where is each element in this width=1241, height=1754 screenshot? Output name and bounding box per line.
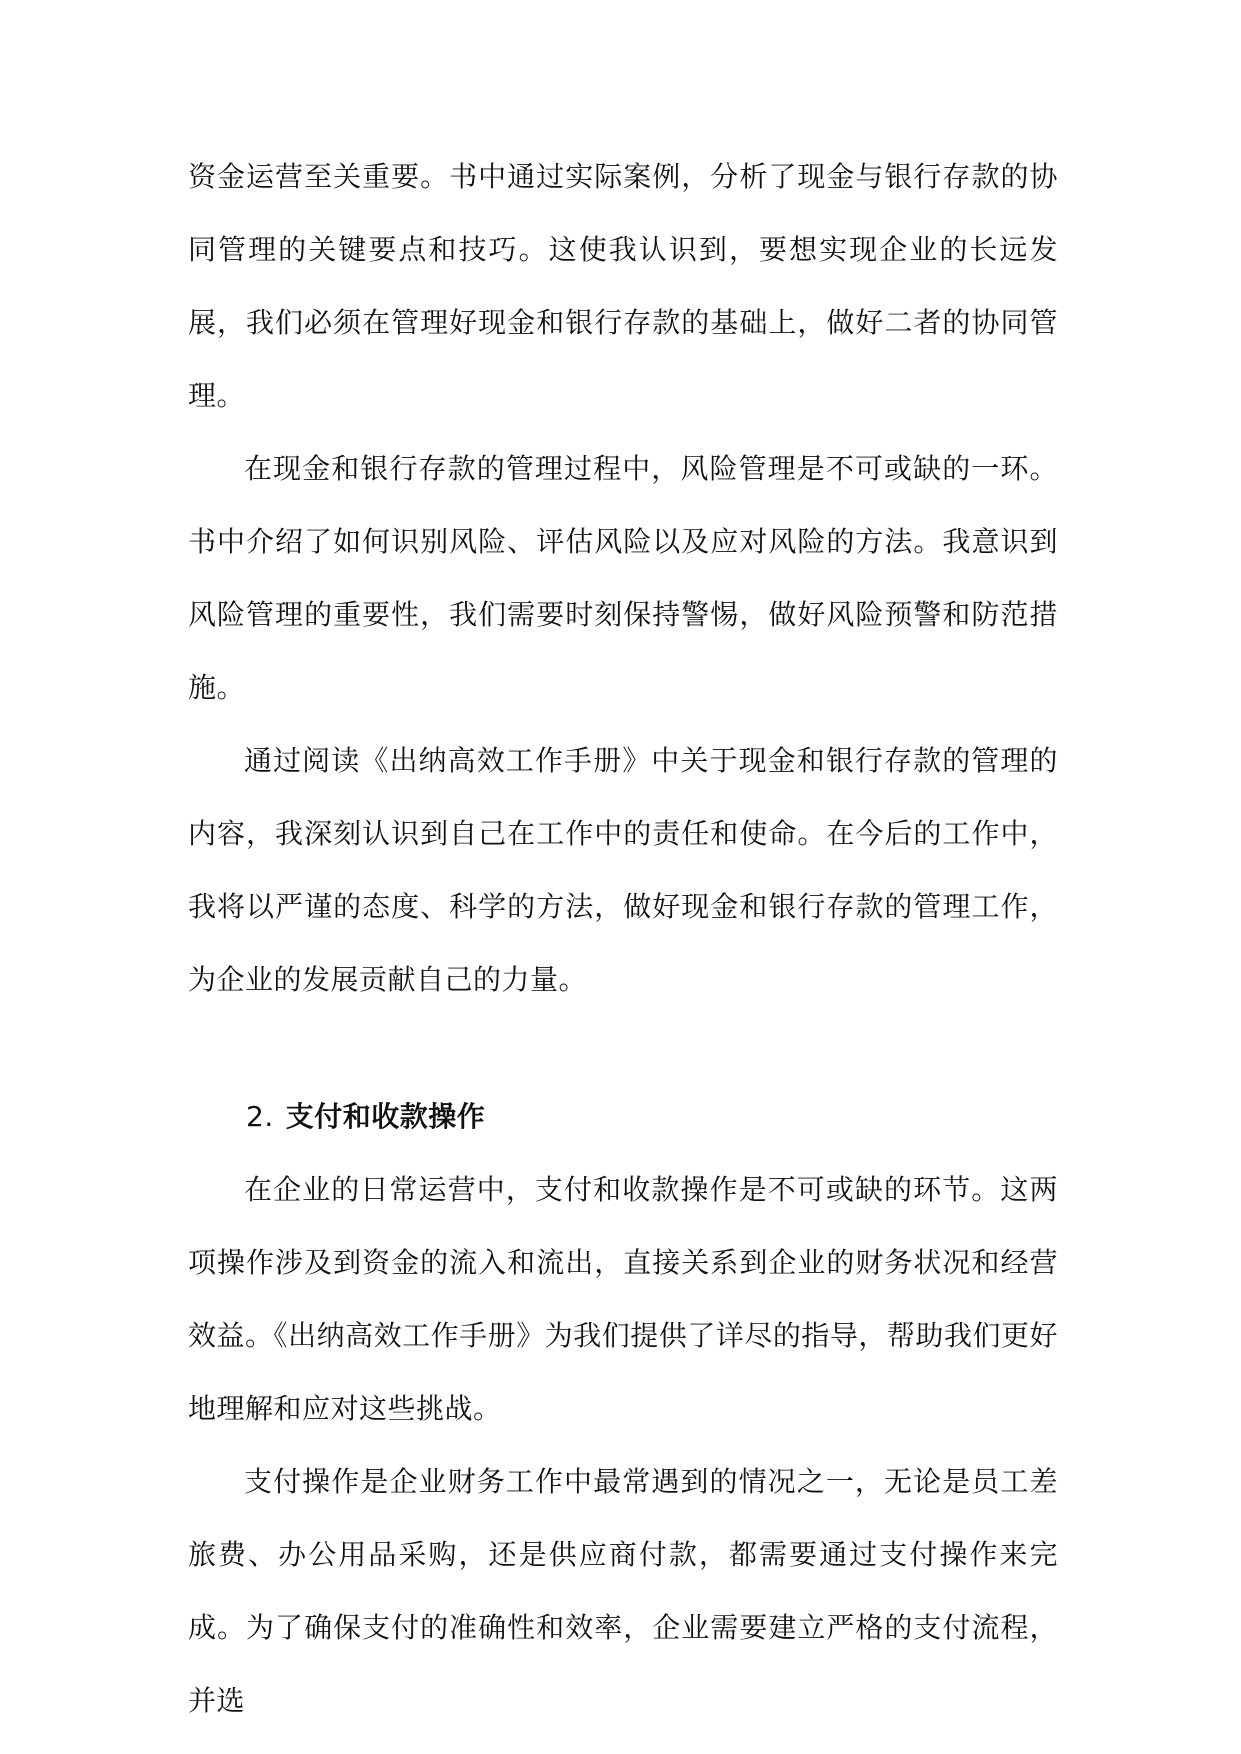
paragraph-2: 在现金和银行存款的管理过程中，风险管理是不可或缺的一环。书中介绍了如何识别风险、评估风险以及应对风险的方法。我意识到风险管理的重要性，我们需要时刻保持警惕，做好风险预警和防范措施。 [188, 452, 1058, 704]
paragraph-5: 支付操作是企业财务工作中最常遇到的情况之一，无论是员工差旅费、办公用品采购，还是供应商付款，都需要通过支付操作来完成。为了确保支付的准确性和效率，企业需要建立严格的支付流程，并选 [188, 1465, 1058, 1717]
document-body [188, 140, 1058, 1737]
section-heading [188, 1080, 1058, 1153]
section-title: 支付和收款操作 [285, 1100, 486, 1133]
paragraph-3: 通过阅读《出纳高效工作手册》中关于现金和银行存款的管理的内容，我深刻认识到自己在工作中的责任和使命。在今后的工作中，我将以严谨的态度、科学的方法，做好现金和银行存款的管理工作，为企业的发展贡献自己的力量。 [188, 744, 1058, 996]
section-number: 2. [246, 1100, 274, 1133]
paragraph-4: 在企业的日常运营中，支付和收款操作是不可或缺的环节。这两项操作涉及到资金的流入和流出，直接关系到企业的财务状况和经营效益。《出纳高效工作手册》为我们提供了详尽的指导，帮助我们更好地理解和应对这些挑战。 [188, 1173, 1058, 1425]
paragraph-1: 资金运营至关重要。书中通过实际案例，分析了现金与银行存款的协同管理的关键要点和技巧。这使我认识到，要想实现企业的长远发展，我们必须在管理好现金和银行存款的基础上，做好二者的协同管理。 [188, 160, 1058, 412]
